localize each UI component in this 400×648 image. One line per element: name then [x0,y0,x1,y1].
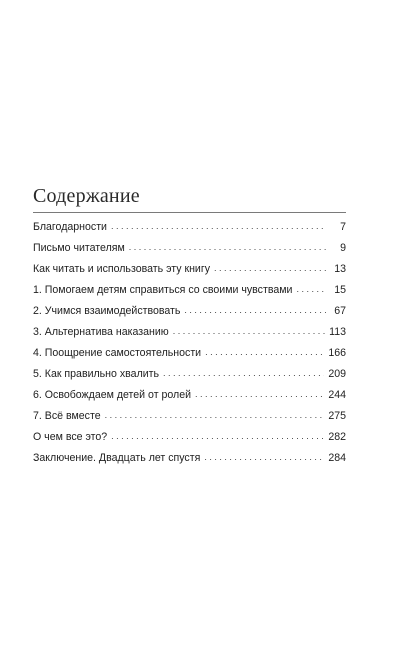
dot-leader [205,342,324,363]
toc-entry[interactable] [33,322,346,343]
dot-leader [214,258,326,279]
toc-entry-page: 113 [329,326,346,338]
toc-entry[interactable] [33,364,346,385]
toc-entry-page: 275 [328,410,346,422]
toc-entry[interactable] [33,343,346,364]
dot-leader [111,216,326,237]
toc-entry-page: 282 [328,431,346,443]
toc-entry-label: 2. Учимся взаимодействовать [33,305,181,317]
dot-leader [163,363,324,384]
toc-entry-label: 3. Альтернатива наказанию [33,326,169,338]
table-of-contents [33,217,346,469]
toc-entry-page: 284 [328,452,346,464]
toc-entry-page: 15 [334,284,346,296]
dot-leader [204,447,324,468]
toc-entry-label: 6. Освобождаем детей от ролей [33,389,192,401]
toc-entry-label: Письмо читателям [33,242,125,254]
title-divider [33,212,346,213]
toc-entry-page: 13 [334,263,346,275]
toc-entry-page: 209 [328,368,346,380]
toc-entry-page: 244 [328,389,346,401]
toc-entry[interactable] [33,259,346,280]
dot-leader [296,279,326,300]
toc-entry[interactable] [33,427,346,448]
toc-entry[interactable] [33,217,346,238]
toc-entry[interactable] [33,238,346,259]
toc-entry-label: 1. Помогаем детям справиться со своими чувствами [33,284,293,296]
toc-entry[interactable] [33,385,346,406]
toc-entry-label: Благодарности [33,221,107,233]
toc-entry-label: 4. Поощрение самостоятельности [33,347,202,359]
dot-leader [173,321,325,342]
toc-entry[interactable] [33,448,346,469]
toc-entry[interactable] [33,301,346,322]
page-title: Содержание [33,185,140,207]
dot-leader [111,426,324,447]
dot-leader [129,237,326,258]
toc-entry-label: Как читать и использовать эту книгу [33,263,211,275]
dot-leader [184,300,326,321]
dot-leader [105,405,325,426]
toc-entry-page: 67 [334,305,346,317]
toc-entry-page: 166 [328,347,346,359]
dot-leader [195,384,324,405]
toc-entry-page: 9 [340,242,346,254]
toc-entry[interactable] [33,280,346,301]
toc-entry-label: 5. Как правильно хвалить [33,368,160,380]
toc-entry-label: Заключение. Двадцать лет спустя [33,452,201,464]
toc-entry-page: 7 [340,221,346,233]
toc-entry[interactable] [33,406,346,427]
toc-entry-label: О чем все это? [33,431,108,443]
toc-entry-label: 7. Всё вместе [33,410,101,422]
